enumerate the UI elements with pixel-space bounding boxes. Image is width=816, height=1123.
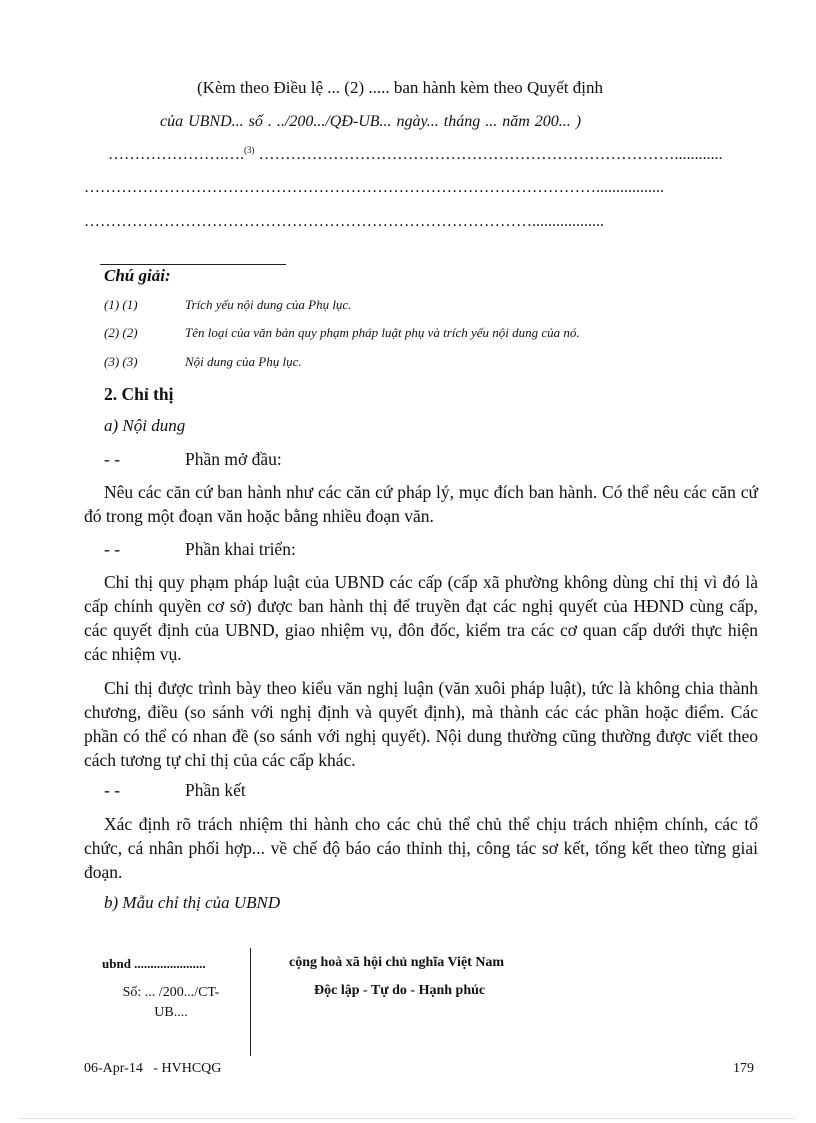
part-body-text2: Chỉ thị được trình bày theo kiểu văn nghị luận (văn xuôi pháp luật), tức là không chia thành chương, điều (so sánh với nghị định và quyết định), mà thành các các phần hoặc điểm. Các phần có thể có nhan đề (so sánh với nghị quyết). Nội dung thường cũng thường được viết theo cách tương tự chỉ thị của các cấp khác.: [84, 678, 758, 770]
section-heading: 2. Chỉ thị: [104, 384, 174, 404]
note-item: [104, 297, 138, 313]
subsection-b: b) Mẫu chỉ thị của UBND: [104, 893, 281, 912]
annex-dotted-line2: …………………………………………………………………………………….................: [84, 179, 664, 196]
template-motto: Độc lập - Tự do - Hạnh phúc: [314, 983, 486, 998]
bullet-mark: - -: [104, 539, 121, 559]
part-closing-title: Phần kết: [185, 780, 246, 800]
part-opening-text: Nêu các căn cứ ban hành như các căn cứ pháp lý, mục đích ban hành. Có thể nêu các căn cứ đó trong một đoạn văn hoặc bằng nhiều đoạn văn.: [84, 482, 758, 526]
footer-left: [84, 1061, 221, 1077]
note-text: Tên loại của văn bản quy phạm pháp luật phụ và trích yếu nội dung của nó.: [185, 325, 580, 340]
template-org-line: ubnd ......................: [102, 956, 206, 971]
part-closing-text: Xác định rõ trách nhiệm thi hành cho các chủ thể chủ thể chịu trách nhiệm chính, các tổ chức, cá nhân phối hợp... về chế độ báo cáo thỉnh thị, công tác sơ kết, tổng kết theo từng giai đoạn.: [84, 814, 758, 882]
note-item: [104, 354, 138, 370]
page-edge-dotted: [20, 1118, 796, 1119]
subsection-a: a) Nội dung: [104, 416, 186, 435]
annex-heading-line1: (Kèm theo Điều lệ ... (2) ..... ban hành kèm theo Quyết định: [197, 78, 604, 97]
notes-title: Chú giải:: [104, 266, 171, 285]
template-national-title: cộng hoà xã hội chủ nghĩa Việt Nam: [289, 955, 505, 970]
annex-dotted-line3: …………………………………………………………………………..................: [84, 213, 604, 230]
bullet-mark: - -: [104, 780, 121, 800]
note-number: (1) (1): [104, 297, 138, 312]
footer-org: - HVHCQG: [153, 1061, 222, 1076]
part-body-text1: Chỉ thị quy phạm pháp luật của UBND các cấp (cấp xã phường không dùng chỉ thị vì đó là cấp chính quyền cơ sở) được ban hành thị để truyền đạt các nghị quyết của HĐND cùng cấp, các quyết định của UBND, giao nhiệm vụ, đôn đốc, kiểm tra các cơ quan cấp dưới thực hiện các nhiệm vụ.: [84, 572, 758, 664]
bullet-mark: - -: [104, 449, 121, 469]
part-opening-title: Phần mở đầu:: [185, 449, 282, 469]
dots-left: ………………….….: [108, 146, 244, 163]
note-item: [104, 325, 138, 341]
footnote-ref-3: (3): [244, 145, 255, 155]
page-number: 179: [733, 1061, 754, 1076]
note-number: (3) (3): [104, 354, 138, 369]
notes-separator: [100, 264, 286, 265]
footer-date: 06-Apr-14: [84, 1061, 143, 1076]
annex-heading-line2: của UBND... số . ../200.../QĐ-UB... ngày... tháng ... năm 200... ): [160, 113, 582, 130]
dots-right: ……………………………………………………………………............: [258, 146, 723, 163]
template-number: Số: ... /200.../CT- UB....: [122, 985, 220, 1020]
note-text: Trích yếu nội dung của Phụ lục.: [185, 297, 352, 312]
note-number: (2) (2): [104, 325, 138, 340]
annex-dotted-line1: [108, 145, 723, 164]
template-divider: [250, 948, 251, 1056]
note-text: Nội dung của Phụ lục.: [185, 354, 302, 369]
part-body-title: Phần khai triển:: [185, 539, 296, 559]
